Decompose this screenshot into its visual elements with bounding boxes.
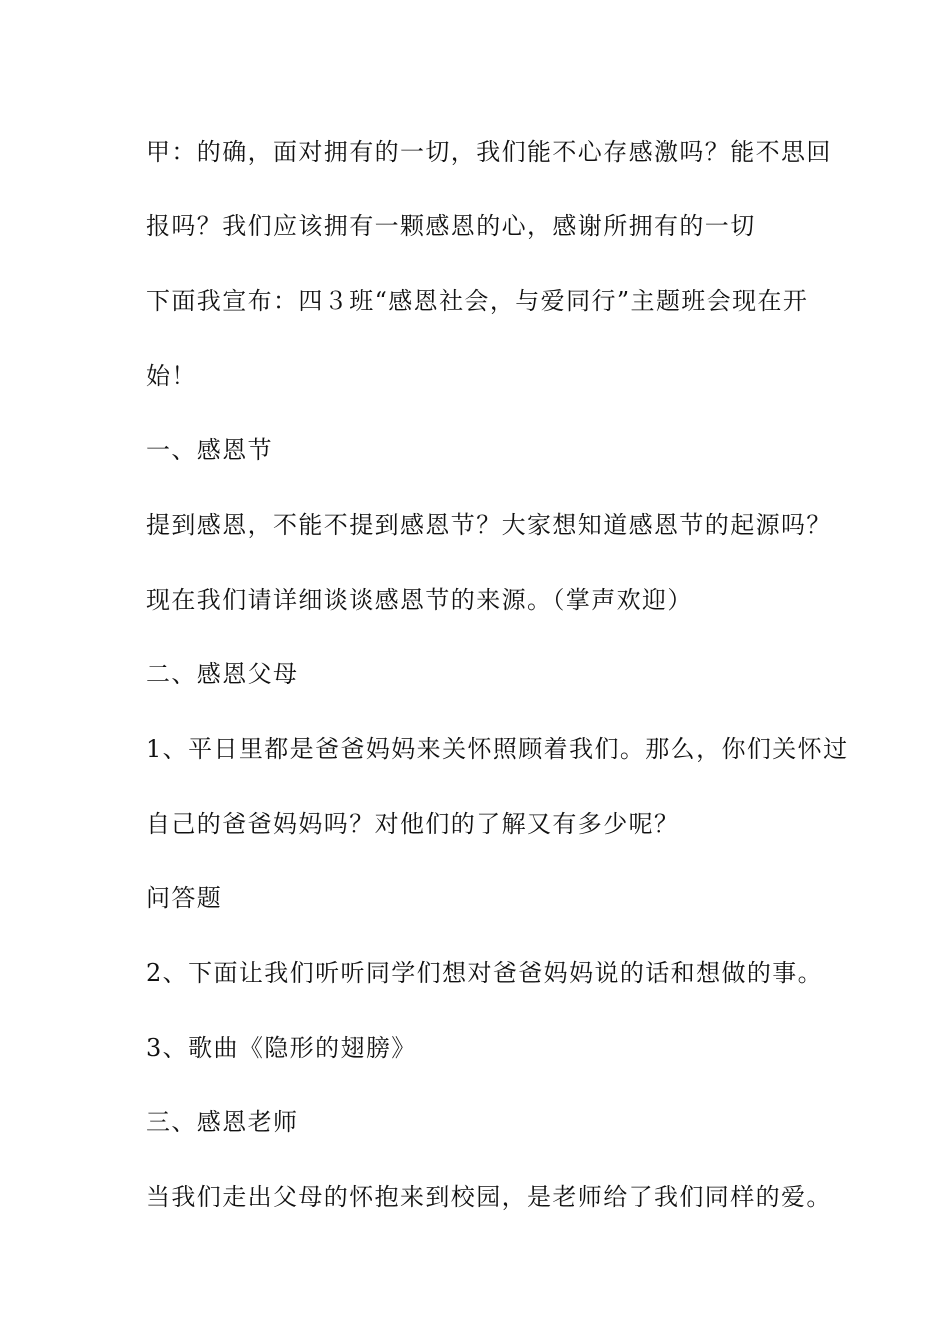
section-heading: 三、感恩老师 bbox=[146, 1108, 299, 1136]
text-line: 问答题 bbox=[146, 884, 223, 912]
text-line: 现在我们请详细谈谈感恩节的来源。（掌声欢迎） bbox=[146, 586, 693, 614]
text-line: 自己的爸爸妈妈吗？对他们的了解又有多少呢？ bbox=[146, 810, 680, 838]
text-line: 提到感恩，不能不提到感恩节？大家想知道感恩节的起源吗？ bbox=[146, 511, 832, 539]
text-line: 甲：的确，面对拥有的一切，我们能不心存感激吗？能不思回 bbox=[146, 138, 832, 166]
section-heading: 一、感恩节 bbox=[146, 436, 273, 464]
text-line: 2、下面让我们听听同学们想对爸爸妈妈说的话和想做的事。 bbox=[146, 959, 824, 987]
text-line: 3、歌曲《隐形的翅膀》 bbox=[146, 1034, 417, 1062]
text-line: 下面我宣布：四３班“感恩社会，与爱同行”主题班会现在开 bbox=[146, 287, 809, 315]
text-line: 报吗？我们应该拥有一颗感恩的心，感谢所拥有的一切 bbox=[146, 212, 756, 240]
text-line: 当我们走出父母的怀抱来到校园，是老师给了我们同样的爱。 bbox=[146, 1183, 832, 1211]
section-heading: 二、感恩父母 bbox=[146, 660, 299, 688]
text-line: 1、平日里都是爸爸妈妈来关怀照顾着我们。那么，你们关怀过 bbox=[146, 735, 849, 763]
text-line: 始！ bbox=[146, 362, 197, 390]
